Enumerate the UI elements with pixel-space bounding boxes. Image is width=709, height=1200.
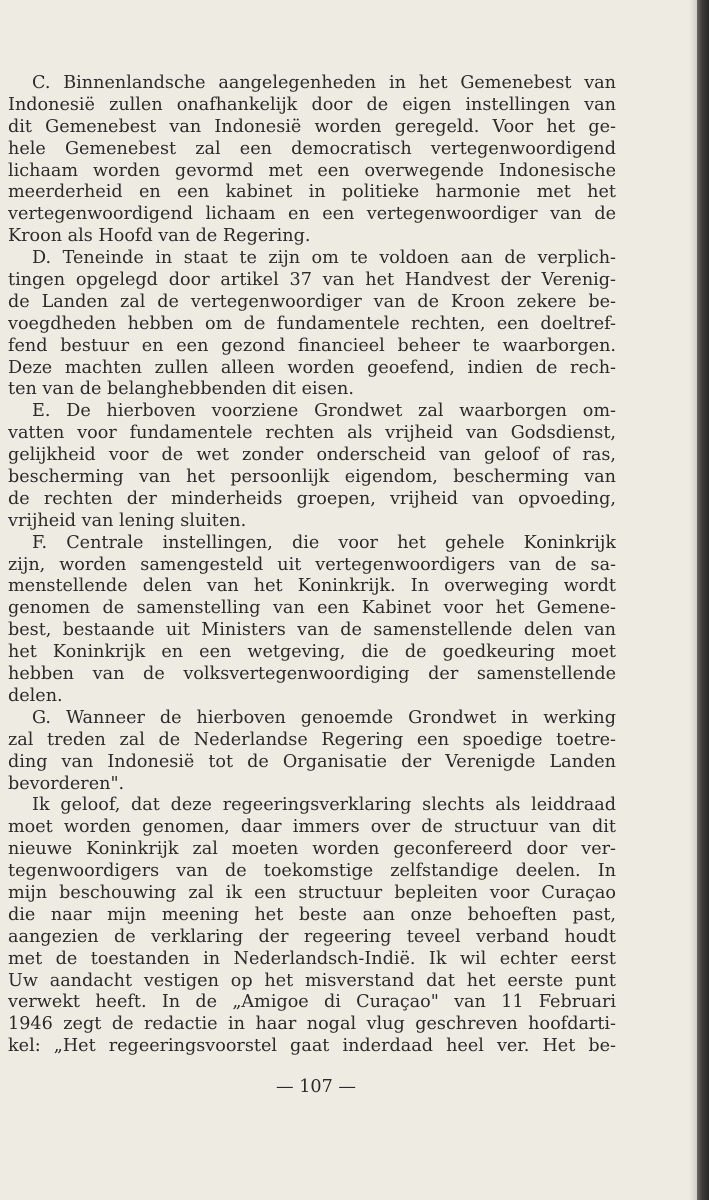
text-line: Deze machten zullen alleen worden geoefend, indien de rech- [8, 357, 616, 378]
text-line: bescherming van het persoonlijk eigendom, bescherming van [8, 467, 616, 488]
text-line: mijn beschouwing zal ik een structuur bepleiten voor Curaçao [8, 882, 616, 903]
text-line: Ik geloof, dat deze regeeringsverklaring slechts als leiddraad [32, 795, 616, 816]
page-edge-shadow [689, 0, 697, 1200]
text-line: met de toestanden in Nederlandsch-Indië. Ik wil echter eerst [8, 948, 616, 969]
text-line: menstellende delen van het Koninkrijk. In overweging wordt [8, 576, 616, 597]
text-line: best, bestaande uit Ministers van de samenstellende delen van [8, 620, 616, 641]
text-line: D. Teneinde in staat te zijn om te voldoen aan de verplich- [32, 248, 616, 269]
text-line: nieuwe Koninkrijk zal moeten worden geconfereerd door ver- [8, 839, 616, 860]
text-line: het Koninkrijk en een wetgeving, die de goedkeuring moet [8, 642, 616, 663]
text-line: lichaam worden gevormd met een overwegende Indonesische [8, 160, 616, 181]
text-line: aangezien de verklaring der regeering teveel verband houdt [8, 926, 616, 947]
text-line: 1946 zegt de redactie in haar nogal vlug geschreven hoofdarti- [8, 1014, 616, 1035]
body-text [8, 73, 616, 1058]
text-line: Indonesië zullen onafhankelijk door de eigen instellingen van [8, 94, 616, 115]
text-line: gelijkheid voor de wet zonder onderscheid van geloof of ras, [8, 445, 616, 466]
text-line: fend bestuur en een gezond financieel beheer te waarborgen. [8, 335, 616, 356]
book-spine-edge [697, 0, 709, 1200]
text-line: moet worden genomen, daar immers over de structuur van dit [8, 817, 616, 838]
text-line: ding van Indonesië tot de Organisatie der Verenigde Landen [8, 751, 616, 772]
text-line: voegdheden hebben om de fundamentele rechten, een doeltref- [8, 313, 616, 334]
text-line: vertegenwoordigend lichaam en een vertegenwoordiger van de [8, 204, 616, 225]
text-line: de Landen zal de vertegenwoordiger van de Kroon zekere be- [8, 291, 616, 312]
text-line: tegenwoordigers van de toekomstige zelfstandige deelen. In [8, 861, 616, 882]
text-line: tingen opgelegd door artikel 37 van het Handvest der Verenig- [8, 270, 616, 291]
text-line: verwekt heeft. In de „Amigoe di Curaçao" van 11 Februari [8, 992, 616, 1013]
text-line: Uw aandacht vestigen op het misverstand dat het eerste punt [8, 970, 616, 991]
text-line: hele Gemenebest zal een democratisch vertegenwoordigend [8, 138, 616, 159]
text-line: G. Wanneer de hierboven genoemde Grondwet in werking [32, 707, 616, 728]
text-line: dit Gemenebest van Indonesië worden geregeld. Voor het ge- [8, 116, 616, 137]
text-line: E. De hierboven voorziene Grondwet zal waarborgen om- [32, 401, 616, 422]
text-line: F. Centrale instellingen, die voor het gehele Koninkrijk [32, 532, 616, 553]
text-line: Kroon als Hoofd van de Regering. [8, 226, 311, 247]
text-line: meerderheid en een kabinet in politieke harmonie met het [8, 182, 616, 203]
text-line: ten van de belanghebbenden dit eisen. [8, 379, 354, 400]
text-line: bevorderen". [8, 773, 125, 794]
text-line: kel: „Het regeeringsvoorstel gaat inderdaad heel ver. Het be- [8, 1036, 616, 1057]
text-line: C. Binnenlandsche aangelegenheden in het Gemenebest van [32, 73, 616, 93]
text-line: vatten voor fundamentele rechten als vrijheid van Godsdienst, [8, 423, 616, 444]
text-line: die naar mijn meening het beste aan onze behoeften past, [8, 904, 616, 925]
text-line: hebben van de volksvertegenwoordiging der samenstellende [8, 664, 616, 685]
text-line: de rechten der minderheids groepen, vrijheid van opvoeding, [8, 488, 616, 509]
text-line: zal treden zal de Nederlandse Regering een spoedige toetre- [8, 729, 616, 750]
text-line: zijn, worden samengesteld uit vertegenwoordigers van de sa- [8, 554, 616, 575]
page-number: — 107 — [276, 1077, 356, 1097]
text-line: delen. [8, 685, 63, 706]
text-line: genomen de samenstelling van een Kabinet voor het Gemene- [8, 598, 616, 619]
text-line: vrijheid van lening sluiten. [8, 510, 247, 531]
